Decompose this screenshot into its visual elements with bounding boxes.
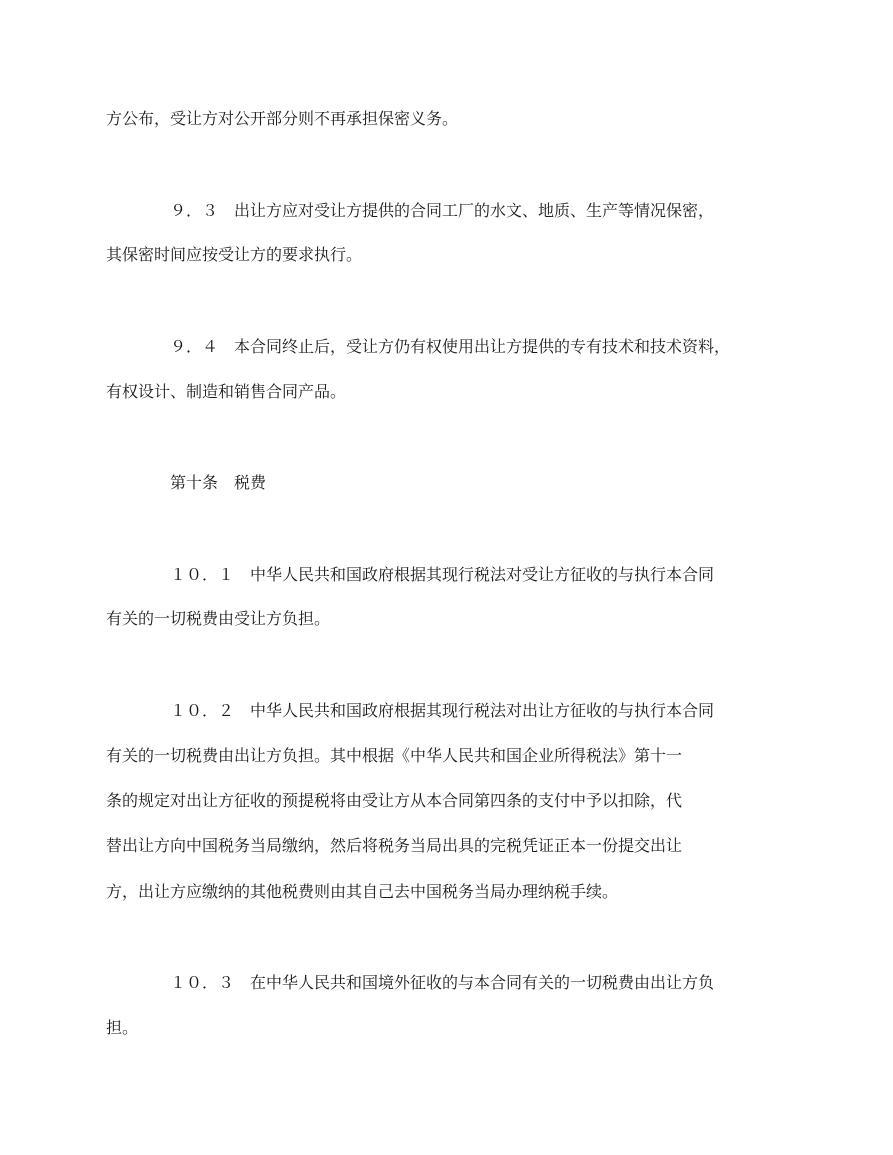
article-10-heading: 第十条 税费 <box>170 473 267 492</box>
text-line: 有关的一切税费由受让方负担。 <box>106 609 331 628</box>
text-line: 替出让方向中国税务当局缴纳，然后将税务当局出具的完税凭证正本一份提交出让 <box>106 836 683 855</box>
text-line: 方，出让方应缴纳的其他税费则由其自己去中国税务当局办理纳税手续。 <box>106 882 619 901</box>
text-line: 担。 <box>106 1018 139 1037</box>
text-line: 方公布，受让方对公开部分则不再承担保密义务。 <box>106 109 459 128</box>
text-line: 有权设计、制造和销售合同产品。 <box>106 382 347 401</box>
clause-10-2-line: １０．２ 中华人民共和国政府根据其现行税法对出让方征收的与执行本合同 <box>170 701 715 720</box>
clause-10-3-line: １０．３ 在中华人民共和国境外征收的与本合同有关的一切税费由出让方负 <box>170 973 715 992</box>
text-line: 条的规定对出让方征收的预提税将由受让方从本合同第四条的支付中予以扣除，代 <box>106 791 683 810</box>
clause-10-1-line: １０．１ 中华人民共和国政府根据其现行税法对受让方征收的与执行本合同 <box>170 565 715 584</box>
text-line: 有关的一切税费由出让方负担。其中根据《中华人民共和国企业所得税法》第十一 <box>106 746 683 765</box>
text-line: 其保密时间应按受让方的要求执行。 <box>106 245 363 264</box>
clause-9-3-line: ９．３ 出让方应对受让方提供的合同工厂的水文、地质、生产等情况保密， <box>170 201 715 220</box>
clause-9-4-line: ９．４ 本合同终止后，受让方仍有权使用出让方提供的专有技术和技术资料， <box>170 337 731 356</box>
